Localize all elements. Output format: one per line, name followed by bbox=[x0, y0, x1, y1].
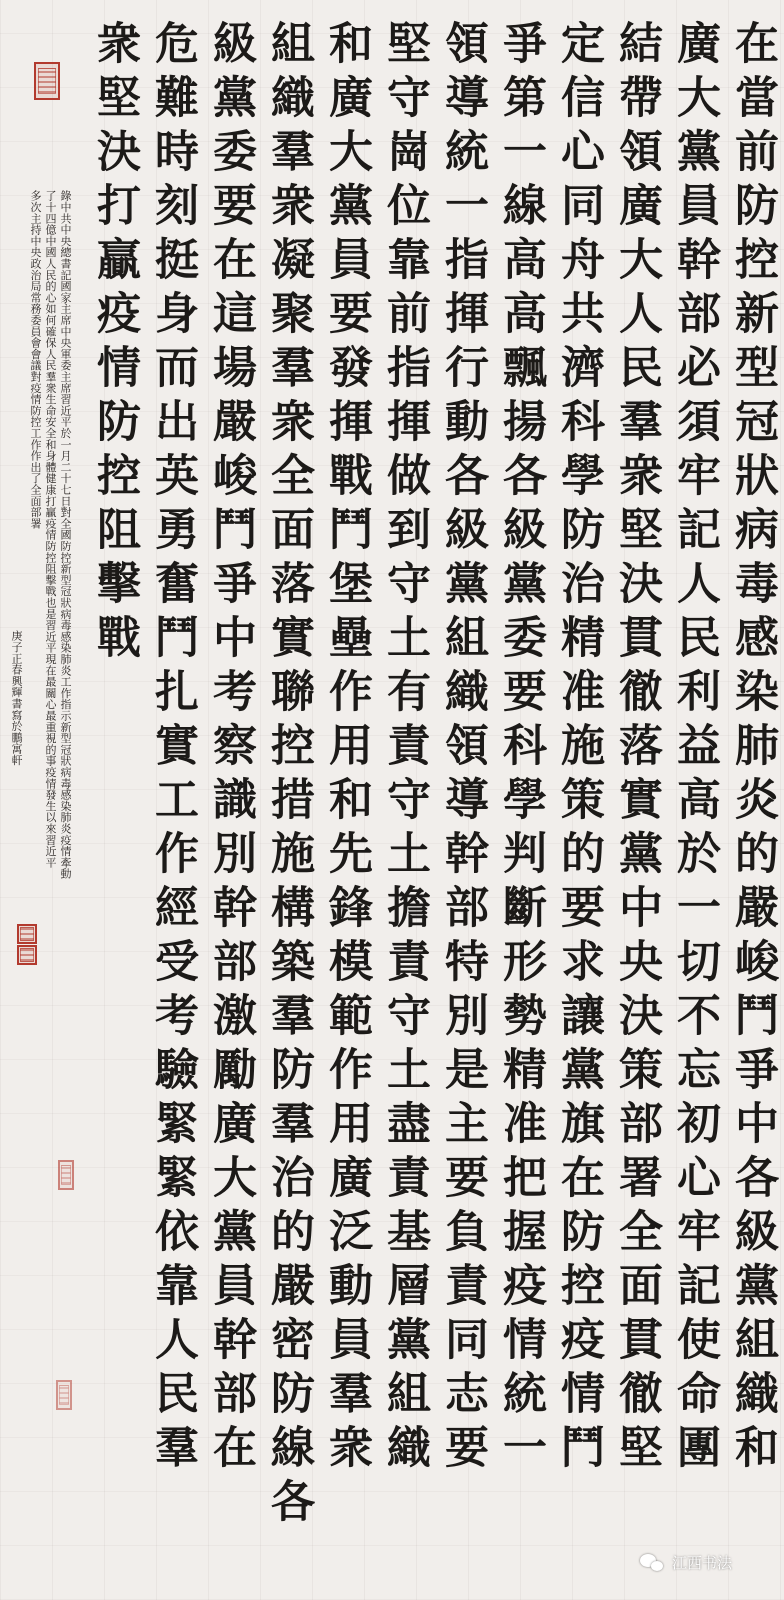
inscription-column: 多次主持中央政治局常務委員會會議對疫情防控工作作出了全面部署 bbox=[29, 190, 42, 529]
calligraphy-column: 爭第一線高高飄揚各級黨委要科學判斷形勢精准把握疫情統一 bbox=[495, 20, 546, 1478]
seal-stamp-top-left bbox=[34, 62, 60, 100]
calligraphy-column: 結帶領廣大人民羣衆堅決貫徹落實黨中央決策部署全面貫徹堅 bbox=[611, 20, 662, 1478]
signature-line: 庚子正春興輝書寫於鵬寓軒 bbox=[10, 630, 23, 766]
seal-stamp-signature-2 bbox=[17, 945, 37, 965]
inscription-column: 了十四億中國人民的心如何確保人民羣衆生命安全和身體健康打贏疫情防控阻擊戰也是習近平現在最關心最重視的事疫情發生以來習近平 bbox=[44, 190, 57, 868]
watermark bbox=[640, 1552, 732, 1573]
calligraphy-column: 衆堅決打贏疫情防控阻擊戰 bbox=[89, 20, 140, 668]
seal-stamp-middle bbox=[58, 1160, 74, 1190]
calligraphy-column: 廣大黨員幹部必須牢記人民利益高於一切不忘初心牢記使命團 bbox=[669, 20, 720, 1478]
calligraphy-column: 定信心同舟共濟科學防治精准施策的要求讓黨旗在防控疫情鬥 bbox=[553, 20, 604, 1478]
calligraphy-column: 級黨委要在這場嚴峻鬥爭中考察識別幹部激勵廣大黨員幹部在 bbox=[205, 20, 256, 1478]
calligraphy-column: 領導統一指揮行動各級黨組織領導幹部特別是主要負責同志要 bbox=[437, 20, 488, 1478]
calligraphy-column: 危難時刻挺身而出英勇奮鬥扎實工作經受考驗緊緊依靠人民羣 bbox=[147, 20, 198, 1478]
inscription-column: 錄中共中央總書記國家主席中央軍委主席習近平於一月二十七日對全國防控新型冠狀病毒感染肺炎工作指示新型冠狀病毒感染肺炎疫情牽動 bbox=[59, 190, 72, 880]
seal-stamp-signature bbox=[17, 924, 37, 944]
calligraphy-column: 和廣大黨員要發揮戰鬥堡壘作用和先鋒模範作用廣泛動員羣衆 bbox=[321, 20, 372, 1478]
calligraphy-column: 在當前防控新型冠狀病毒感染肺炎的嚴峻鬥爭中各級黨組織和 bbox=[727, 20, 778, 1478]
watermark-text: 江西书法 bbox=[672, 1555, 733, 1572]
calligraphy-column: 組織羣衆凝聚羣衆全面落實聯控措施構築羣防羣治的嚴密防線各 bbox=[263, 20, 314, 1532]
calligraphy-column: 堅守崗位靠前指揮做到守土有責守土擔責守土盡責基層黨組織 bbox=[379, 20, 430, 1478]
seal-stamp-lower bbox=[56, 1380, 72, 1410]
wechat-icon bbox=[640, 1553, 666, 1573]
